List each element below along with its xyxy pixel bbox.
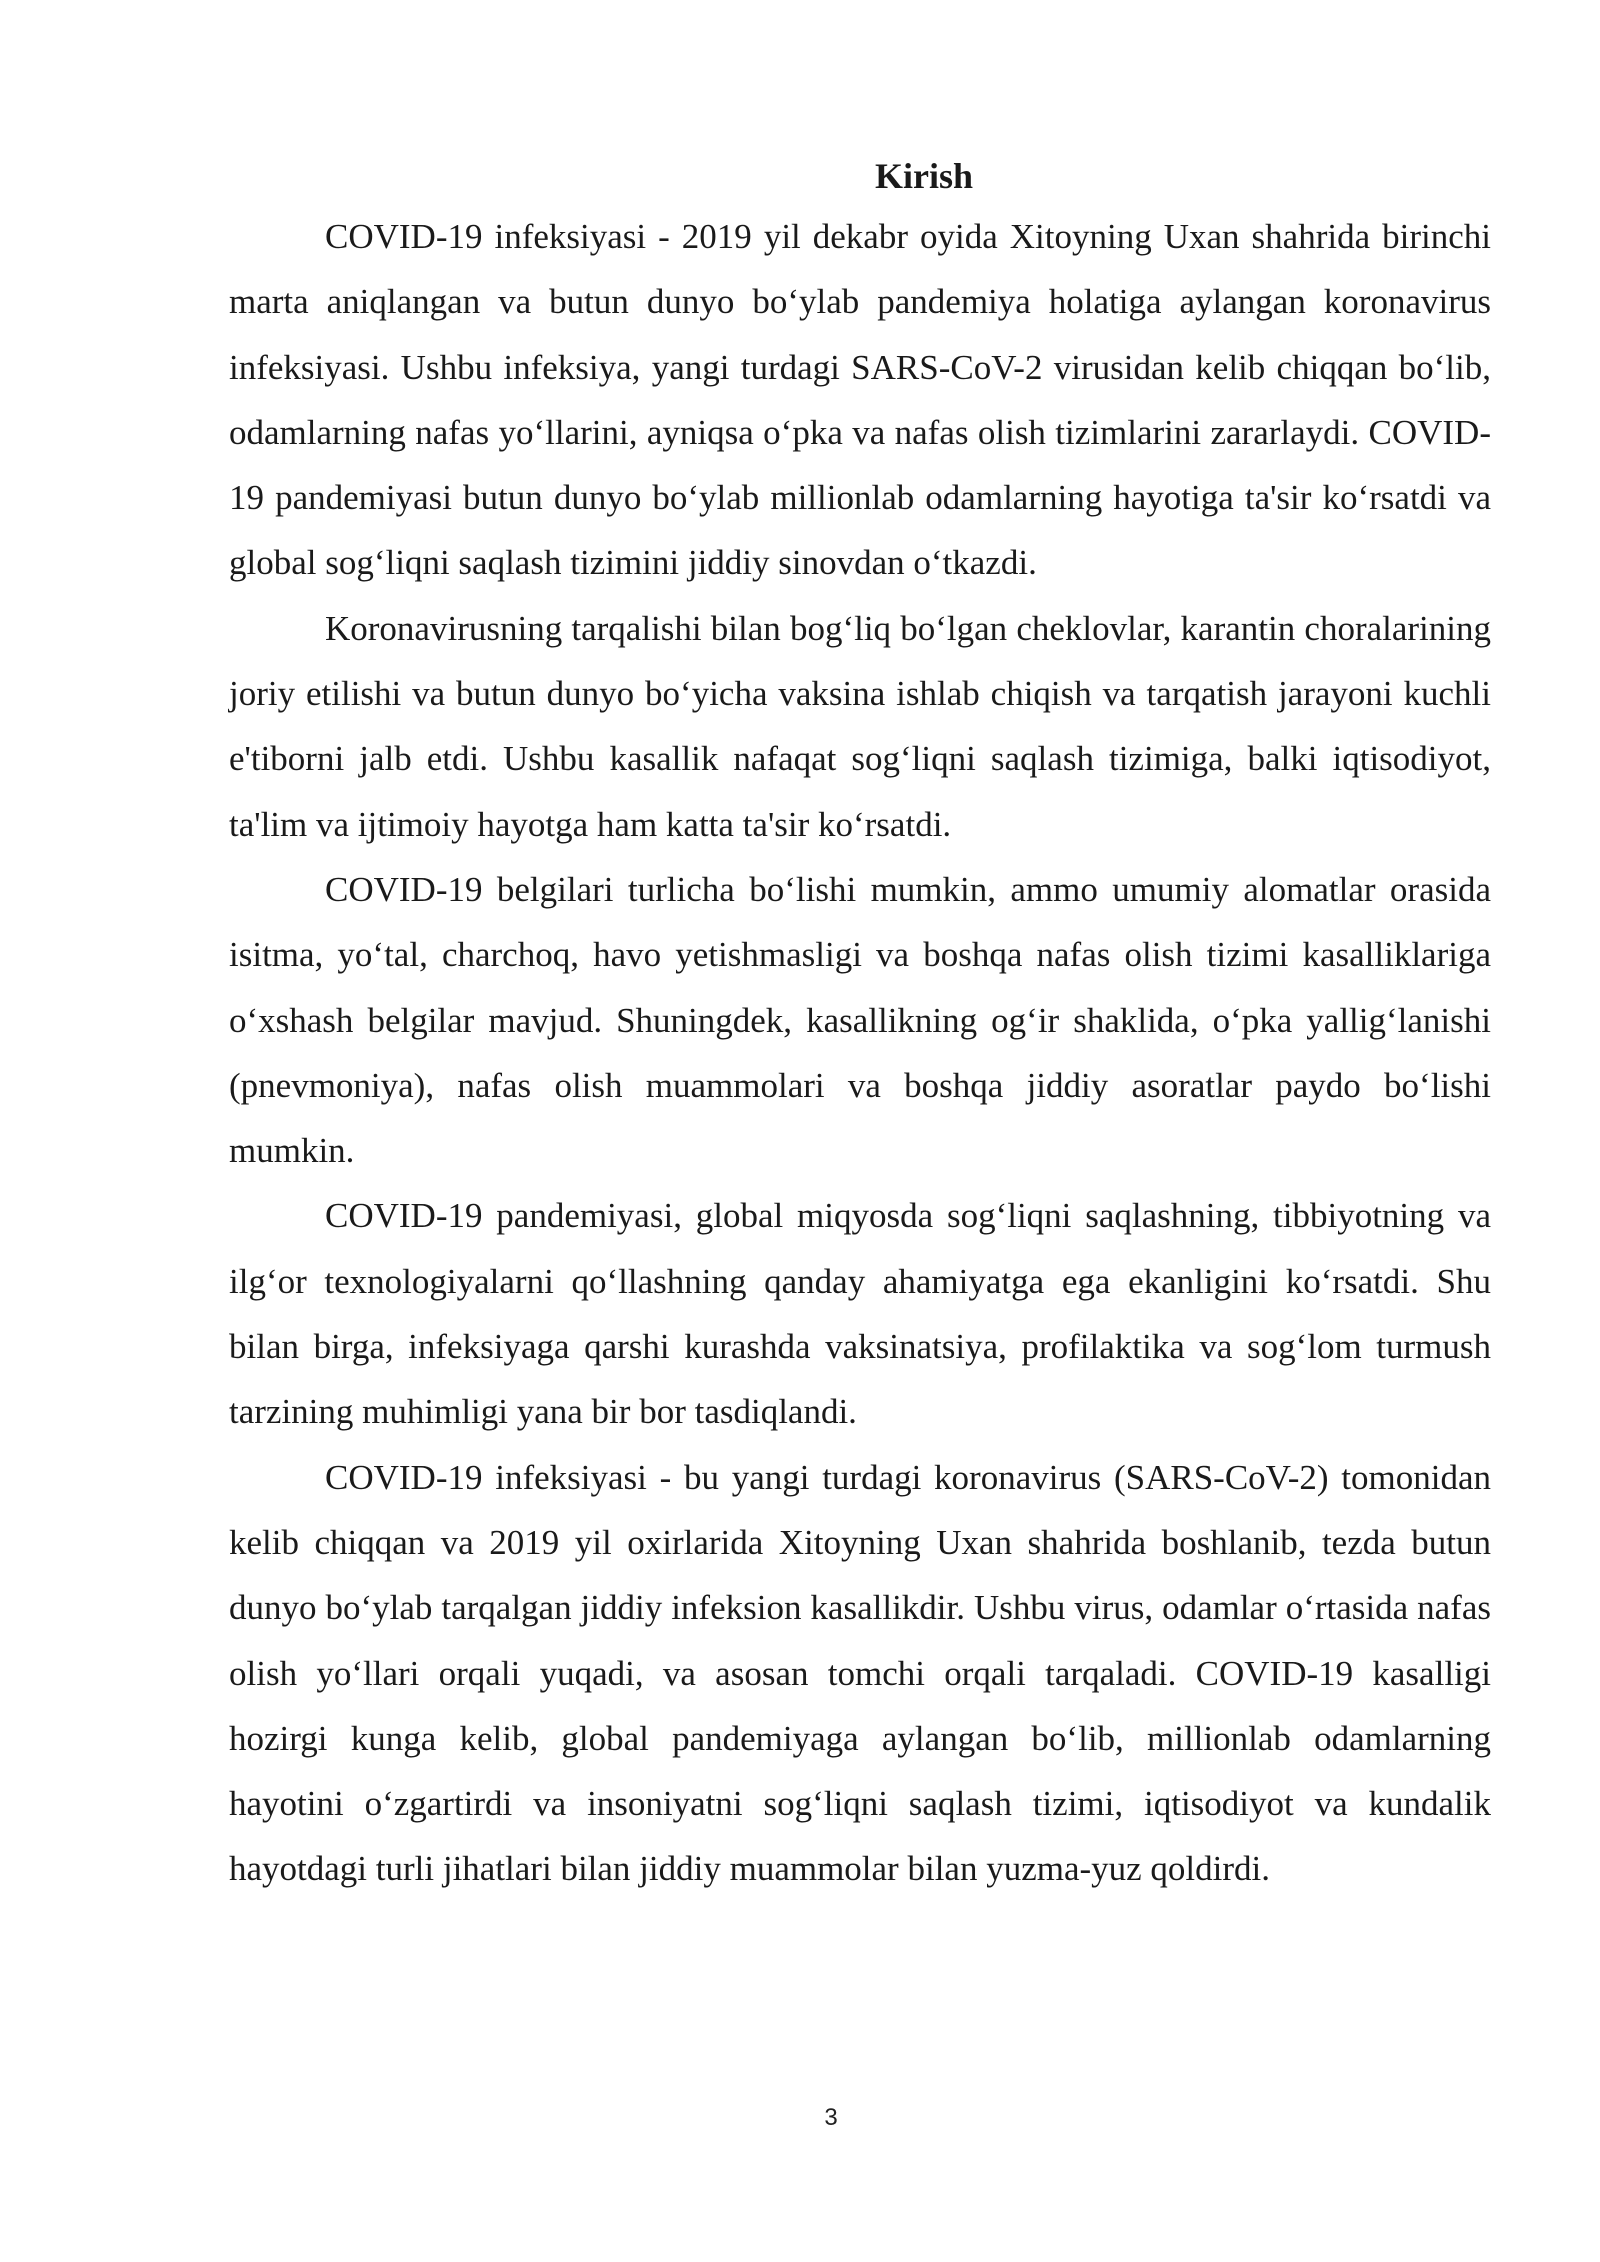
paragraph-2: Koronavirusning tarqalishi bilan bog‘liq bo‘lgan cheklovlar, karantin choralarining joriy etilishi va butun dunyo bo‘yicha vaksina ishlab chiqish va tarqatish jarayoni kuchli e'tiborni jalb etdi. Ushbu kasallik nafaqat sog‘liqni saqlash tizimiga, balki iqtisodiyot, ta'lim va ijtimoiy hayotga ham katta ta'sir ko‘rsatdi. [229, 608, 1491, 844]
section-title: Kirish [874, 156, 973, 196]
page-body [229, 148, 1491, 1902]
paragraph-1: COVID-19 infeksiyasi - 2019 yil dekabr oyida Xitoyning Uxan shahrida birinchi marta aniqlangan va butun dunyo bo‘ylab pandemiya holatiga aylangan koronavirus infeksiyasi. Ushbu infeksiya, yangi turdagi SARS-CoV-2 virusidan kelib chiqqan bo‘lib, odamlarning nafas yo‘llarini, ayniqsa o‘pka va nafas olish tizimlarini zararlaydi. COVID-19 pandemiyasi butun dunyo bo‘ylab millionlab odamlarning hayotiga ta'sir ko‘rsatdi va global sog‘liqni saqlash tizimini jiddiy sinovdan o‘tkazdi. [229, 217, 1491, 583]
page-number: 3 [824, 2104, 838, 2131]
paragraph-4: COVID-19 pandemiyasi, global miqyosda sog‘liqni saqlashning, tibbiyotning va ilg‘or texnologiyalarni qo‘llashning qanday ahamiyatga ega ekanligini ko‘rsatdi. Shu bilan birga, infeksiyaga qarshi kurashda vaksinatsiya, profilaktika va sog‘lom turmush tarzining muhimligi yana bir bor tasdiqlandi. [229, 1196, 1491, 1432]
paragraph-3: COVID-19 belgilari turlicha bo‘lishi mumkin, ammo umumiy alomatlar orasida isitma, yo‘tal, charchoq, havo yetishmasligi va boshqa nafas olish tizimi kasalliklariga o‘xshash belgilar mavjud. Shuningdek, kasallikning og‘ir shaklida, o‘pka yallig‘lanishi (pnevmoniya), nafas olish muammolari va boshqa jiddiy asoratlar paydo bo‘lishi mumkin. [229, 869, 1491, 1171]
paragraph-5: COVID-19 infeksiyasi - bu yangi turdagi koronavirus (SARS-CoV-2) tomonidan kelib chiqqan va 2019 yil oxirlarida Xitoyning Uxan shahrida boshlanib, tezda butun dunyo bo‘ylab tarqalgan jiddiy infeksion kasallikdir. Ushbu virus, odamlar o‘rtasida nafas olish yo‘llari orqali yuqadi, va asosan tomchi orqali tarqaladi. COVID-19 kasalligi hozirgi kunga kelib, global pandemiyaga aylangan bo‘lib, millionlab odamlarning hayotini o‘zgartirdi va insoniyatni sog‘liqni saqlash tizimi, iqtisodiyot va kundalik hayotdagi turli jihatlari bilan jiddiy muammolar bilan yuzma-yuz qoldirdi. [229, 1457, 1491, 1889]
